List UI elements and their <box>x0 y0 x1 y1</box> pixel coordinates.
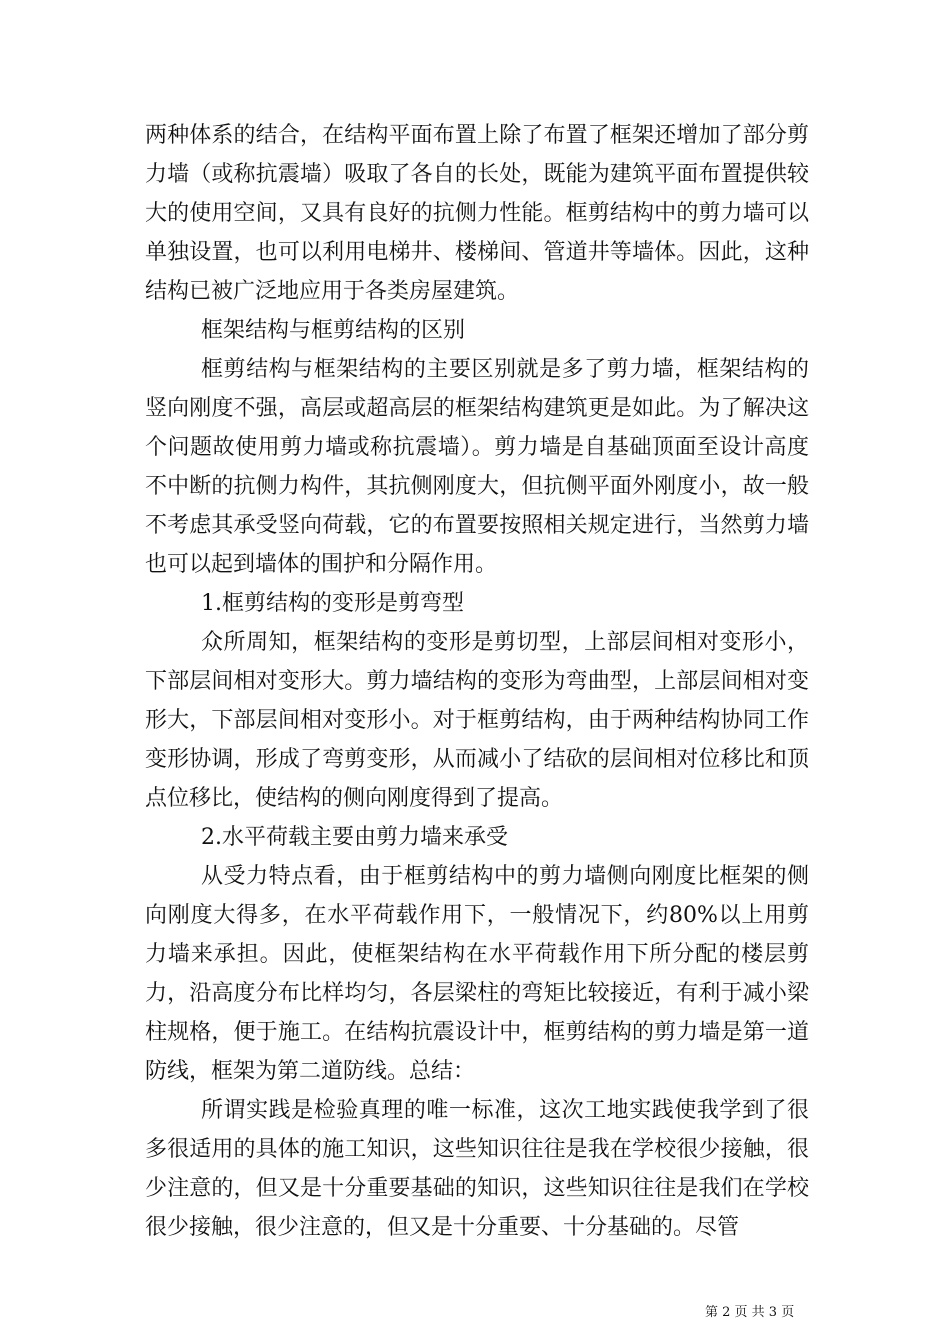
body-paragraph: 所谓实践是检验真理的唯一标准，这次工地实践使我学到了很多很适用的具体的施工知识，这些知识往往是我在学校很少接触，很少注意的，但又是十分重要基础的知识，这些知识往往是我们在学校很少接触，很少注意的，但又是十分重要、十分基础的。尽管 <box>145 1098 809 1240</box>
page-number-footer: 第 2 页 共 3 页 <box>705 1305 795 1320</box>
document-body <box>145 116 809 1247</box>
body-paragraph: 框剪结构与框架结构的主要区别就是多了剪力墙，框架结构的竖向刚度不强，高层或超高层的框架结构建筑更是如此。为了解决这个问题故使用剪力墙或称抗震墙）。剪力墙是自基础顶面至设计高度不中断的抗侧力构件，其抗侧刚度大，但抗侧平面外刚度小，故一般不考虑其承受竖向荷载，它的布置要按照相关规定进行，当然剪力墙也可以起到墙体的围护和分隔作用。 <box>145 357 809 577</box>
section-heading: 2.水平荷载主要由剪力墙来承受 <box>201 825 508 850</box>
section-heading: 1.框剪结构的变形是剪弯型 <box>201 591 464 616</box>
body-paragraph: 众所周知，框架结构的变形是剪切型，上部层间相对变形小，下部层间相对变形大。剪力墙结构的变形为弯曲型，上部层间相对变形大，下部层间相对变形小。对于框剪结构，由于两种结构协同工作变形协调，形成了弯剪变形，从而减小了结砍的层间相对位移比和顶点位移比，使结构的侧向刚度得到了提高。 <box>145 630 809 811</box>
section-heading: 框架结构与框剪结构的区别 <box>201 318 466 343</box>
body-paragraph: 两种体系的结合，在结构平面布置上除了布置了框架还增加了部分剪力墙（或称抗震墙）吸取了各自的长处，既能为建筑平面布置提供较大的使用空间，又具有良好的抗侧力性能。框剪结构中的剪力墙可以单独设置，也可以利用电梯井、楼梯间、管道井等墙体。因此，这种结构已被广泛地应用于各类房屋建筑。 <box>145 123 809 304</box>
body-paragraph: 从受力特点看，由于框剪结构中的剪力墙侧向刚度比框架的侧向刚度大得多，在水平荷载作用下，一般情况下，约80%以上用剪力墙来承担。因此，使框架结构在水平荷载作用下所分配的楼层剪力，沿高度分布比样均匀，各层梁柱的弯矩比较接近，有利于减小梁柱规格，便于施工。在结构抗震设计中，框剪结构的剪力墙是第一道防线，框架为第二道防线。总结： <box>145 864 809 1084</box>
